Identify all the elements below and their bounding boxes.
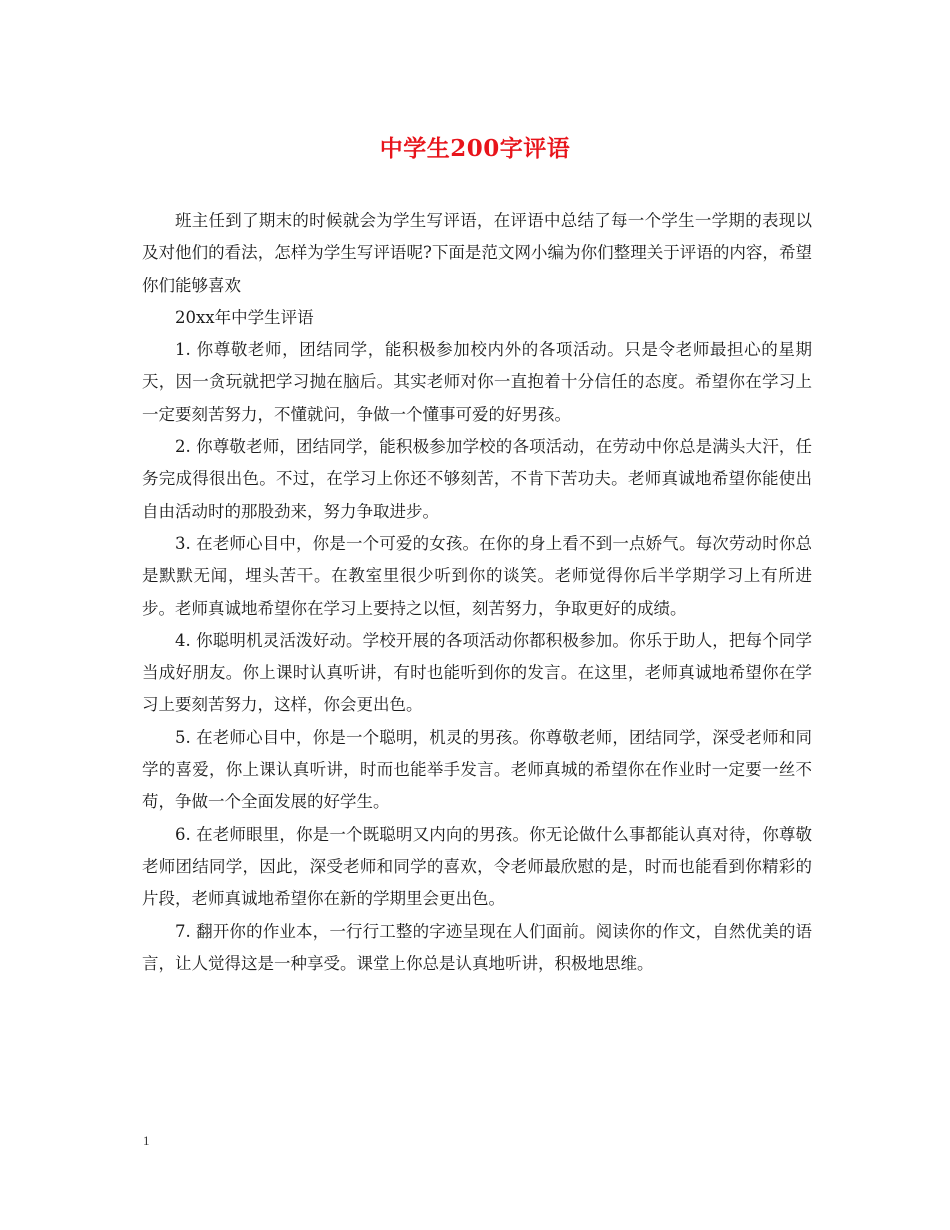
paragraph-comment-3: 3. 在老师心目中，你是一个可爱的女孩。在你的身上看不到一点娇气。每次劳动时你总是默默无闻，埋头苦干。在教室里很少听到你的谈笑。老师觉得你后半学期学习上有所进步。老师真诚地希望你在学习上要持之以恒，刻苦努力，争取更好的成绩。 xyxy=(142,533,812,618)
paragraph-comment-6: 6. 在老师眼里，你是一个既聪明又内向的男孩。你无论做什么事都能认真对待，你尊敬老师团结同学，因此，深受老师和同学的喜欢，令老师最欣慰的是，时而也能看到你精彩的片段，老师真诚地希望你在新的学期里会更出色。 xyxy=(142,824,812,909)
paragraph-comment-5: 5. 在老师心目中，你是一个聪明，机灵的男孩。你尊敬老师，团结同学，深受老师和同学的喜爱，你上课认真听讲，时而也能举手发言。老师真城的希望你在作业时一定要一丝不苟，争做一个全面发展的好学生。 xyxy=(142,727,812,812)
document-body xyxy=(142,205,812,980)
document-title: 中学生200字评语 xyxy=(379,135,571,162)
page-number: 1 xyxy=(143,1133,150,1148)
paragraph-intro: 班主任到了期末的时候就会为学生写评语，在评语中总结了每一个学生一学期的表现以及对他们的看法，怎样为学生写评语呢?下面是范文网小编为你们整理关于评语的内容，希望你们能够喜欢 xyxy=(142,211,812,295)
paragraph-comment-1: 1. 你尊敬老师，团结同学，能积极参加校内外的各项活动。只是令老师最担心的星期天，因一贪玩就把学习抛在脑后。其实老师对你一直抱着十分信任的态度。希望你在学习上一定要刻苦努力，不懂就问，争做一个懂事可爱的好男孩。 xyxy=(142,340,812,424)
paragraph-comment-2: 2. 你尊敬老师，团结同学，能积极参加学校的各项活动，在劳动中你总是满头大汗，任务完成得很出色。不过，在学习上你还不够刻苦，不肯下苦功夫。老师真诚地希望你能使出自由活动时的那股劲来，努力争取进步。 xyxy=(142,437,812,521)
paragraph-comment-4: 4. 你聪明机灵活泼好动。学校开展的各项活动你都积极参加。你乐于助人，把每个同学当成好朋友。你上课时认真听讲，有时也能听到你的发言。在这里，老师真诚地希望你在学习上要刻苦努力，这样，你会更出色。 xyxy=(142,630,812,715)
paragraph-comment-7: 7. 翻开你的作业本，一行行工整的字迹呈现在人们面前。阅读你的作文，自然优美的语言，让人觉得这是一种享受。课堂上你总是认真地听讲，积极地思维。 xyxy=(142,921,812,973)
paragraph-subheading: 20xx年中学生评语 xyxy=(175,307,314,327)
